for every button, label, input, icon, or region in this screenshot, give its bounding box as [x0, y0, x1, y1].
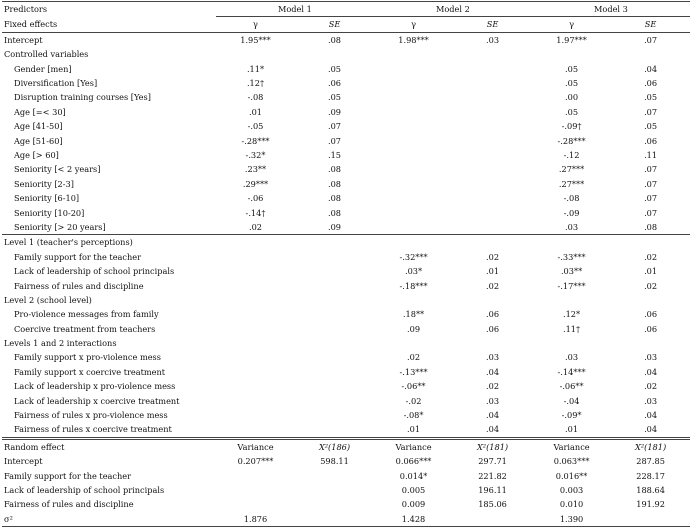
- cell-m1v: 1.876: [216, 512, 295, 527]
- cell-m3s: .07: [644, 178, 658, 189]
- section-row: [2, 235, 690, 250]
- chi-header-3: X²(181): [611, 438, 690, 454]
- random-row: [2, 512, 690, 527]
- cell-m1v: [216, 497, 295, 511]
- row-label: Family support x coercive treatment: [14, 366, 166, 377]
- cell-m3g: -.08: [563, 193, 580, 204]
- row-label: Age [> 60]: [14, 150, 59, 160]
- cell-m3g: .27***: [558, 178, 585, 189]
- section-label: Level 2 (school level): [4, 294, 92, 305]
- cell-m1g: .12†: [246, 78, 265, 89]
- cell-m3c: 191.92: [636, 499, 665, 510]
- cell-m3s: .06: [644, 135, 658, 146]
- cell-m3s: .07: [644, 207, 658, 218]
- cell-m3g: [532, 235, 611, 250]
- cell-m1g: [216, 307, 295, 321]
- cell-m2s: .02: [486, 251, 500, 262]
- table-row: [2, 250, 690, 264]
- section-row: [2, 47, 690, 61]
- cell-m3g: -.04: [563, 395, 580, 406]
- cell-m3s: .05: [644, 92, 658, 103]
- cell-m3s: [611, 235, 690, 250]
- table-row: [2, 177, 690, 191]
- row-label: Family support x pro-violence mess: [14, 352, 161, 363]
- section-label: Level 1 (teacher's perceptions): [2, 235, 216, 250]
- cell-m1s: [295, 278, 374, 292]
- cell-m2g: -.13***: [399, 366, 428, 377]
- cell-m3g: .05: [565, 78, 579, 89]
- row-label: Gender [men]: [14, 63, 72, 74]
- row-label: Diversification [Yes]: [14, 78, 98, 89]
- cell-m3g: .11†: [563, 323, 581, 334]
- cell-m1g: -.06: [247, 193, 264, 204]
- cell-m2g: .09: [407, 323, 421, 334]
- cell-m1s: [295, 47, 374, 61]
- cell-m3v: 0.063***: [553, 456, 590, 467]
- cell-m3c: [611, 512, 690, 527]
- gamma-header-2: γ: [374, 17, 453, 32]
- cell-m3g: 1.97***: [556, 34, 587, 45]
- cell-m1s: [295, 264, 374, 278]
- cell-m2s: [453, 162, 532, 176]
- cell-m3s: .08: [644, 221, 658, 232]
- variance-header-2: Variance: [374, 438, 453, 454]
- cell-m3v: 0.003: [559, 484, 584, 495]
- table-row: [2, 365, 690, 379]
- cell-m1s: .07: [328, 135, 342, 146]
- cell-m1s: [295, 322, 374, 336]
- cell-m3v: 0.010: [559, 499, 584, 510]
- cell-m1s: [295, 350, 374, 364]
- cell-m1v: 0.207***: [237, 456, 274, 467]
- table-row: [2, 90, 690, 104]
- cell-m1g: .01: [248, 106, 263, 117]
- cell-m1g: .23**: [244, 164, 267, 175]
- cell-m2s: [453, 205, 532, 219]
- cell-m2g: -.06**: [401, 381, 426, 392]
- se-header-2: SE: [453, 17, 532, 32]
- chi-header-1: X²(186): [295, 438, 374, 454]
- cell-m1v: [216, 483, 295, 497]
- cell-m3s: .02: [644, 280, 658, 291]
- cell-m2g: .18**: [402, 309, 425, 320]
- cell-m1g: -.05: [247, 121, 264, 132]
- cell-m1s: [295, 307, 374, 321]
- cell-m3g: [532, 336, 611, 350]
- cell-m1s: [295, 408, 374, 422]
- cell-m1s: .08: [328, 193, 342, 204]
- cell-m1s: .09: [328, 221, 342, 232]
- cell-m3g: .05: [565, 106, 579, 117]
- cell-m3g: .03: [565, 352, 579, 363]
- cell-m3s: .07: [644, 193, 658, 204]
- cell-m1s: [295, 336, 374, 350]
- cell-m3s: .06: [644, 78, 658, 89]
- row-label: Disruption training courses [Yes]: [14, 92, 151, 103]
- cell-m2g: [374, 90, 453, 104]
- cell-m2g: [374, 162, 453, 176]
- cell-m2c: 185.06: [478, 499, 507, 510]
- row-label: Age [51-60]: [14, 135, 63, 146]
- cell-m2s: [453, 177, 532, 191]
- variance-header-3: Variance: [532, 438, 611, 454]
- cell-m2g: [374, 62, 453, 76]
- cell-m1g: [216, 47, 295, 61]
- cell-m2s: [453, 220, 532, 235]
- cell-m2g: .02: [407, 352, 421, 363]
- header-row-stats: [2, 17, 690, 32]
- cell-m3c: 287.85: [636, 456, 665, 467]
- cell-m3g: -.33***: [557, 251, 586, 262]
- cell-m3g: -.06**: [559, 381, 584, 392]
- cell-m1s: .08: [328, 207, 342, 218]
- fixed-effects-header: Fixed effects: [2, 17, 216, 32]
- cell-m3s: .06: [644, 323, 658, 334]
- cell-m1s: [295, 394, 374, 408]
- cell-m2s: .02: [486, 280, 500, 291]
- cell-m3c: 228.17: [636, 470, 665, 481]
- cell-m1s: [295, 235, 374, 250]
- table-row: [2, 191, 690, 205]
- cell-m1c: [295, 483, 374, 497]
- row-label: Seniority [10-20]: [14, 207, 85, 218]
- section-row: [2, 336, 690, 350]
- cell-m1g: [216, 322, 295, 336]
- model1-header: Model 1: [216, 2, 374, 17]
- table-row: [2, 205, 690, 219]
- cell-m3g: -.09*: [561, 410, 582, 421]
- cell-m3s: .07: [644, 164, 658, 175]
- cell-m2s: [453, 148, 532, 162]
- cell-m2g: -.08*: [403, 410, 424, 421]
- cell-m3v: 1.390: [532, 512, 611, 527]
- random-row-label: Intercept: [4, 456, 43, 467]
- random-effect-header: Random effect: [2, 438, 216, 454]
- row-label: Lack of leadership x pro-violence mess: [14, 381, 176, 392]
- section-row: [2, 293, 690, 307]
- cell-m2g: [374, 336, 453, 350]
- cell-m1g: -.08: [247, 92, 264, 103]
- cell-m1g: .11*: [246, 63, 265, 74]
- cell-m2v: 0.014*: [399, 470, 428, 481]
- row-label: Age [41-50]: [14, 121, 63, 132]
- row-label: Family support for the teacher: [14, 251, 142, 262]
- row-label: Fairness of rules x coercive treatment: [14, 424, 172, 435]
- cell-m1s: [295, 293, 374, 307]
- cell-m3v: 0.016**: [555, 470, 588, 481]
- cell-m2g: [374, 191, 453, 205]
- cell-m1s: .08: [328, 34, 342, 45]
- cell-m1g: [216, 394, 295, 408]
- cell-m2g: [374, 293, 453, 307]
- row-label: Coercive treatment from teachers: [14, 323, 156, 334]
- cell-m3g: .01: [565, 424, 579, 435]
- cell-m1c: [295, 497, 374, 511]
- table-row: [2, 322, 690, 336]
- cell-m2s: .01: [486, 266, 500, 277]
- cell-m1s: [295, 250, 374, 264]
- cell-m3s: [611, 47, 690, 61]
- cell-m3g: .00: [565, 92, 579, 103]
- cell-m2g: [374, 47, 453, 61]
- table-row: [2, 76, 690, 90]
- cell-m3s: .04: [644, 424, 658, 435]
- cell-m1s: .09: [328, 106, 342, 117]
- cell-m2g: .03*: [404, 266, 423, 277]
- cell-m2s: [453, 62, 532, 76]
- cell-m1c: 598.11: [320, 456, 349, 467]
- cell-m2s: .03: [486, 352, 500, 363]
- cell-m2s: .06: [486, 323, 500, 334]
- cell-m3s: .04: [644, 366, 658, 377]
- cell-m1g: [216, 278, 295, 292]
- table-row: [2, 32, 690, 47]
- cell-m2s: [453, 191, 532, 205]
- row-label: Fairness of rules x pro-violence mess: [14, 410, 168, 421]
- cell-m2s: [453, 119, 532, 133]
- cell-m2g: 1.98***: [398, 34, 429, 45]
- chi-header-2: X²(181): [453, 438, 532, 454]
- cell-m3c: 188.64: [636, 484, 665, 495]
- cell-m3s: .02: [644, 381, 658, 392]
- cell-m3s: .05: [644, 121, 658, 132]
- gamma-header-3: γ: [532, 17, 611, 32]
- cell-m2s: [453, 105, 532, 119]
- cell-m1s: .05: [328, 63, 342, 74]
- cell-m2s: .03: [486, 395, 500, 406]
- cell-m1s: .15: [328, 150, 342, 160]
- cell-m3g: .27***: [558, 164, 585, 175]
- cell-m1g: [216, 293, 295, 307]
- cell-m3g: .03**: [560, 266, 583, 277]
- row-label: Seniority [6-10]: [14, 193, 80, 204]
- section-label: Levels 1 and 2 interactions: [4, 338, 117, 349]
- cell-m2g: -.18***: [399, 280, 428, 291]
- random-row: [2, 483, 690, 497]
- cell-m2v: 0.066***: [395, 456, 432, 467]
- cell-m3s: .02: [644, 251, 658, 262]
- cell-m3s: .03: [644, 395, 658, 406]
- row-label: Seniority [2-3]: [14, 178, 74, 189]
- table-row: [2, 408, 690, 422]
- cell-m1s: .08: [328, 178, 342, 189]
- cell-m2g: [374, 105, 453, 119]
- table-row: [2, 379, 690, 393]
- cell-m1g: [216, 365, 295, 379]
- cell-m1g: -.14†: [245, 207, 266, 218]
- cell-m3s: .07: [644, 34, 658, 45]
- cell-m1g: [216, 379, 295, 393]
- regression-table: [2, 1, 690, 527]
- cell-m3s: .04: [644, 410, 658, 421]
- cell-m2s: .03: [486, 34, 500, 45]
- cell-m2g: [374, 177, 453, 191]
- table-row: [2, 105, 690, 119]
- cell-m2s: [453, 76, 532, 90]
- row-label: Age [=< 30]: [14, 106, 66, 117]
- row-label: Fairness of rules and discipline: [14, 280, 144, 291]
- cell-m1g: [216, 336, 295, 350]
- random-row: [2, 469, 690, 483]
- cell-m2c: 196.11: [478, 484, 507, 495]
- cell-m2c: 221.82: [478, 470, 507, 481]
- cell-m2s: [453, 336, 532, 350]
- cell-m3g: -.12: [563, 150, 580, 160]
- cell-m1s: .08: [328, 164, 342, 175]
- table-row: [2, 278, 690, 292]
- cell-m2g: [374, 134, 453, 148]
- cell-m2c: [453, 512, 532, 527]
- cell-m3g: [532, 293, 611, 307]
- row-label: Seniority [< 2 years]: [14, 164, 101, 175]
- cell-m3g: .03: [565, 221, 579, 232]
- cell-m2s: [453, 134, 532, 148]
- se-header-1: SE: [295, 17, 374, 32]
- cell-m1s: [295, 422, 374, 438]
- cell-m1s: .05: [328, 92, 342, 103]
- cell-m2g: .01: [407, 424, 421, 435]
- cell-m1c: [295, 512, 374, 527]
- cell-m1g: .29***: [242, 178, 269, 189]
- random-row-label: σ²: [2, 512, 216, 527]
- row-label: Intercept: [4, 34, 43, 45]
- random-row: [2, 454, 690, 468]
- cell-m2s: .04: [486, 424, 500, 435]
- gamma-header-1: γ: [216, 17, 295, 32]
- cell-m2v: 0.009: [401, 499, 426, 510]
- table-row: [2, 148, 690, 162]
- cell-m3g: -.14***: [557, 366, 586, 377]
- table-row: [2, 162, 690, 176]
- cell-m3g: .05: [565, 63, 579, 74]
- se-header-3: SE: [611, 17, 690, 32]
- cell-m1s: .07: [328, 121, 342, 132]
- cell-m1g: -.28***: [241, 135, 270, 146]
- row-label: Lack of leadership x coercive treatment: [14, 395, 180, 406]
- random-header-row: [2, 438, 690, 454]
- cell-m3s: .11: [644, 150, 658, 160]
- cell-m2g: [374, 76, 453, 90]
- header-row-models: [2, 2, 690, 17]
- table-row: [2, 394, 690, 408]
- cell-m3s: .06: [644, 309, 658, 320]
- cell-m2s: [453, 47, 532, 61]
- random-row-label: Fairness of rules and discipline: [4, 499, 134, 510]
- cell-m2g: [374, 148, 453, 162]
- cell-m2g: -.02: [405, 395, 422, 406]
- random-row: [2, 497, 690, 511]
- section-label: Controlled variables: [4, 49, 89, 60]
- cell-m1g: [216, 422, 295, 438]
- table-row: [2, 134, 690, 148]
- row-label: Lack of leadership of school principals: [14, 266, 175, 277]
- cell-m1g: [216, 350, 295, 364]
- cell-m2s: [453, 90, 532, 104]
- table-row: [2, 422, 690, 438]
- cell-m1c: [295, 469, 374, 483]
- cell-m3g: -.09: [563, 207, 580, 218]
- cell-m1s: [295, 365, 374, 379]
- cell-m3s: .04: [644, 63, 658, 74]
- variance-header-1: Variance: [216, 438, 295, 454]
- cell-m2v: 1.428: [374, 512, 453, 527]
- predictors-header: Predictors: [2, 2, 216, 17]
- cell-m2g: [374, 119, 453, 133]
- cell-m2v: 0.005: [401, 484, 426, 495]
- cell-m1g: [216, 250, 295, 264]
- cell-m2g: [374, 235, 453, 250]
- random-row-label: Lack of leadership of school principals: [4, 484, 165, 495]
- table-row: [2, 119, 690, 133]
- cell-m2s: [453, 235, 532, 250]
- cell-m1g: [216, 408, 295, 422]
- cell-m2s: .02: [486, 381, 500, 392]
- cell-m3s: .03: [644, 352, 658, 363]
- row-label: Seniority [> 20 years]: [14, 221, 106, 232]
- table-row: [2, 350, 690, 364]
- cell-m1g: -.32*: [245, 150, 266, 160]
- table-row: [2, 264, 690, 278]
- cell-m2g: [374, 205, 453, 219]
- cell-m2c: 297.71: [478, 456, 507, 467]
- cell-m3g: [532, 47, 611, 61]
- row-label: Pro-violence messages from family: [14, 309, 159, 320]
- cell-m2s: [453, 293, 532, 307]
- table-row: [2, 62, 690, 76]
- cell-m3s: .07: [644, 106, 658, 117]
- cell-m3s: .01: [644, 266, 658, 277]
- cell-m1g: [216, 235, 295, 250]
- cell-m2s: .06: [486, 309, 500, 320]
- cell-m1g: [216, 264, 295, 278]
- cell-m3s: [611, 336, 690, 350]
- cell-m1g: .02: [248, 221, 263, 232]
- cell-m3g: -.17***: [557, 280, 586, 291]
- cell-m1s: .06: [328, 78, 342, 89]
- cell-m3g: -.28***: [557, 135, 586, 146]
- table-row: [2, 307, 690, 321]
- cell-m2s: .04: [486, 410, 500, 421]
- model3-header: Model 3: [532, 2, 690, 17]
- cell-m1g: 1.95***: [240, 34, 271, 45]
- cell-m3s: [611, 293, 690, 307]
- cell-m2g: [374, 220, 453, 235]
- cell-m2g: -.32***: [399, 251, 428, 262]
- cell-m1v: [216, 469, 295, 483]
- cell-m2s: .04: [486, 366, 500, 377]
- cell-m3g: .12*: [563, 309, 581, 320]
- table-row: [2, 220, 690, 235]
- cell-m1s: [295, 379, 374, 393]
- cell-m3g: -.09†: [561, 121, 582, 132]
- random-row-label: Family support for the teacher: [4, 470, 132, 481]
- model2-header: Model 2: [374, 2, 532, 17]
